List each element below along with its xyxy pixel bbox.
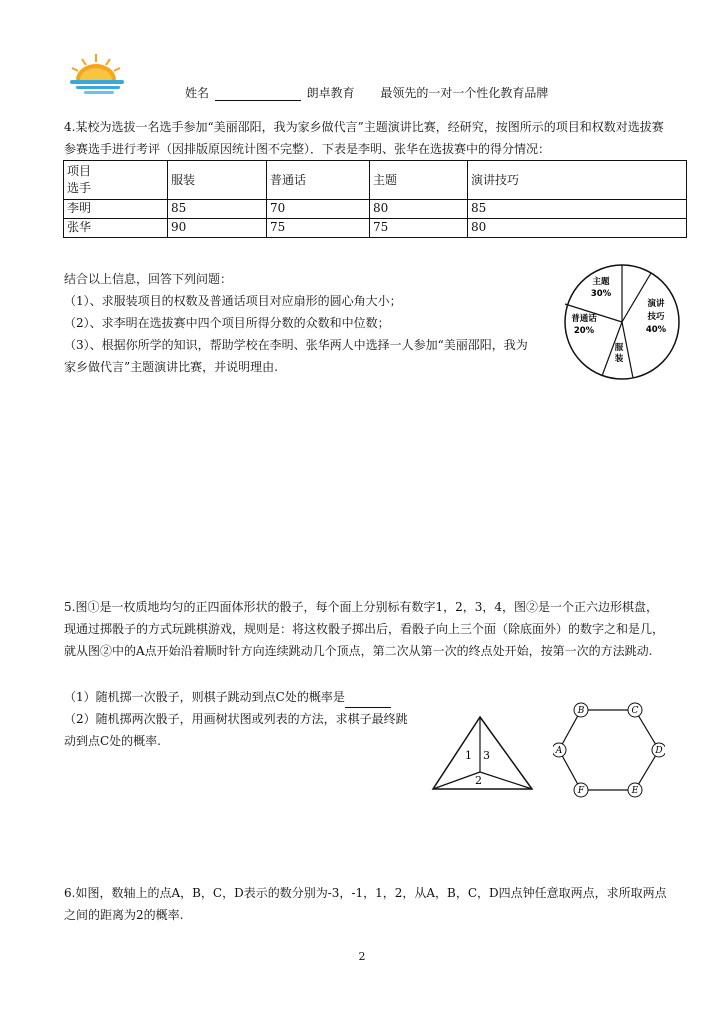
vertex-label-d: D (655, 746, 663, 756)
page-number: 2 (358, 950, 366, 963)
org-name: 朗卓教育 (306, 86, 355, 100)
table-header-row (64, 161, 687, 200)
q5-sub2: （2）随机掷两次骰子，用画树状图或列表的方法，求棋子最终跳动到点C处的概率. (64, 712, 408, 748)
table-header-cell: 普通话 (267, 161, 370, 200)
table-row (64, 200, 687, 219)
pie-label-mandarin: 普通话 (571, 314, 597, 324)
q4-sub2: （2）、求李明在选拔赛中四个项目所得分数的众数和中位数； (64, 316, 390, 330)
corner-top: 项目 (67, 164, 92, 178)
pie-divider (622, 322, 633, 378)
table-row (64, 219, 687, 238)
weight-pie-chart (560, 262, 685, 382)
name-blank[interactable] (215, 88, 301, 101)
pie-label-skill: 演讲 (647, 299, 665, 309)
table-header-cell: 服装 (168, 161, 267, 200)
q4-sub1: （1）、求服装项目的权数及普通话项目对应扇形的圆心角大小； (64, 294, 402, 308)
face-label: 1 (465, 749, 472, 762)
sunrise-logo-icon (64, 50, 128, 100)
table-cell: 75 (370, 219, 468, 238)
face-label: 3 (483, 749, 490, 762)
table-cell: 85 (168, 200, 267, 219)
table-cell: 90 (168, 219, 267, 238)
table-cell: 75 (267, 219, 370, 238)
pie-label-theme: 主题 (592, 277, 610, 287)
pie-label-skill-2: 技巧 (647, 312, 665, 322)
table-corner-cell (64, 161, 168, 200)
pie-pct-skill: 40% (645, 325, 667, 335)
pie-label-dress: 服 (614, 343, 624, 353)
table-cell: 70 (267, 200, 370, 219)
q5-questions (64, 686, 414, 752)
pie-pct-mandarin: 20% (573, 326, 595, 336)
q5-sub1 (64, 686, 414, 708)
table-cell: 85 (468, 200, 687, 219)
vertex-label-e: E (631, 786, 639, 796)
q4-sub3: （3）、根据你所学的知识，帮助学校在李明、张华两人中选择一人参加“美丽邵阳，我为家乡做代言”主题演讲比赛，并说明理由. (64, 338, 528, 374)
answer-blank[interactable] (345, 695, 391, 708)
score-table (63, 160, 687, 238)
q4-intro: 4.某校为选拔一名选手参加“美丽邵阳，我为家乡做代言”主题演讲比赛，经研究，按图所示的项目和权数对选拔赛参赛选手进行考评（因排版原因统计图不完整）．下表是李明、张华在选拔赛中的得分情况： (64, 120, 664, 156)
table-cell: 80 (468, 219, 687, 238)
name-label: 姓名 (185, 86, 210, 100)
table-header-cell: 主题 (370, 161, 468, 200)
vertex-label-c: C (631, 706, 639, 716)
pie-pct-theme: 30% (590, 289, 612, 299)
q6-text: 6.如图，数轴上的点A，B，C，D表示的数分别为-3，-1，1，2，从A，B，C，D四点钟任意取两点，求所取两点之间的距离为2的概率. (64, 886, 667, 922)
q4-lead: 结合以上信息，回答下列问题： (64, 272, 233, 286)
vertex-label-b: B (577, 706, 585, 716)
page-header (185, 84, 548, 101)
table-header-cell: 演讲技巧 (468, 161, 687, 200)
vertex-label-a: A (555, 746, 563, 756)
q5-intro: 5.图①是一枚质地均匀的正四面体形状的骰子，每个面上分别标有数字1，2，3，4，图②是一个正六边形棋盘，现通过掷骰子的方式玩跳棋游戏，规则是：将这枚骰子掷出后，看骰子向上三个面（除底面外）的数字之和是几，就从图②中的A点开始沿着顺时针方向连续跳动几个顶点，第二次从第一次的终点处开始，按第一次的方法跳动. (64, 600, 665, 658)
table-cell: 李明 (64, 200, 168, 219)
q4-questions (64, 268, 534, 378)
table-cell: 80 (370, 200, 468, 219)
vertex-label-f: F (577, 786, 585, 796)
table-cell: 张华 (64, 219, 168, 238)
q5-sub1-text: （1）随机掷一次骰子，则棋子跳动到点C处的概率是 (64, 690, 345, 704)
slogan: 最领先的一对一个性化教育品牌 (380, 86, 549, 100)
face-label: 2 (475, 774, 482, 787)
corner-bottom: 选手 (67, 181, 92, 195)
pie-label-dress-2: 装 (614, 354, 624, 364)
hexagon-board-figure (553, 700, 665, 800)
tetrahedron-die-figure (430, 715, 535, 795)
